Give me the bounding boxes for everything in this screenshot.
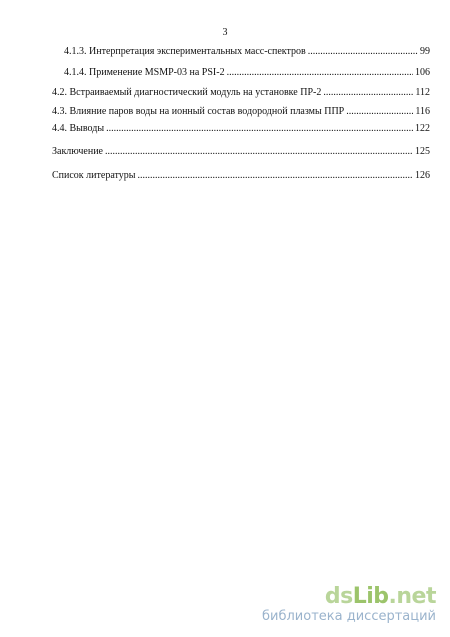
toc-entry-title: 4.1.3. Интерпретация экспериментальных масс-спектров (64, 46, 306, 57)
toc-entry-conclusion (52, 145, 430, 159)
toc-entry-page: 116 (415, 106, 430, 117)
toc-entry-page: 106 (415, 67, 430, 78)
page-number: 3 (222, 27, 228, 38)
toc-entry-page: 99 (420, 46, 430, 57)
toc-entry-page: 125 (415, 146, 430, 157)
toc-entry-title: Заключение (52, 146, 103, 157)
toc-entry-title: 4.2. Встраиваемый диагностический модуль на установке ПР-2 (52, 87, 322, 98)
toc-leader-dots (346, 105, 413, 119)
toc-entry-title: 4.3. Влияние паров воды на ионный состав водородной плазмы ППР (52, 106, 345, 117)
toc-leader-dots (227, 66, 413, 80)
toc-entry-title: 4.4. Выводы (52, 123, 105, 134)
toc-entry-title: 4.1.4. Применение MSMP-03 на PSI-2 (64, 67, 225, 78)
toc-leader-dots (308, 45, 418, 59)
toc-entry-4-4 (52, 122, 430, 136)
toc-entry-page: 112 (415, 87, 430, 98)
toc-leader-dots (323, 86, 413, 100)
toc-entry-title: Список литературы (52, 170, 136, 181)
toc-entry-bibliography (52, 169, 430, 183)
toc-entry-4-3 (52, 105, 430, 119)
toc-entry-4-2 (52, 86, 430, 100)
toc-leader-dots (105, 145, 413, 159)
watermark-caption: библиотека диссертаций (262, 609, 436, 624)
toc-entry-page: 122 (415, 123, 430, 134)
dslib-watermark (262, 586, 436, 625)
toc-entry-4-1-3 (64, 45, 430, 59)
toc-leader-dots (137, 169, 413, 183)
toc-entry-page: 126 (415, 170, 430, 181)
toc-entry-4-1-4 (64, 66, 430, 80)
toc-leader-dots (106, 122, 413, 136)
dslib-logo: dsLib.net (324, 584, 436, 609)
